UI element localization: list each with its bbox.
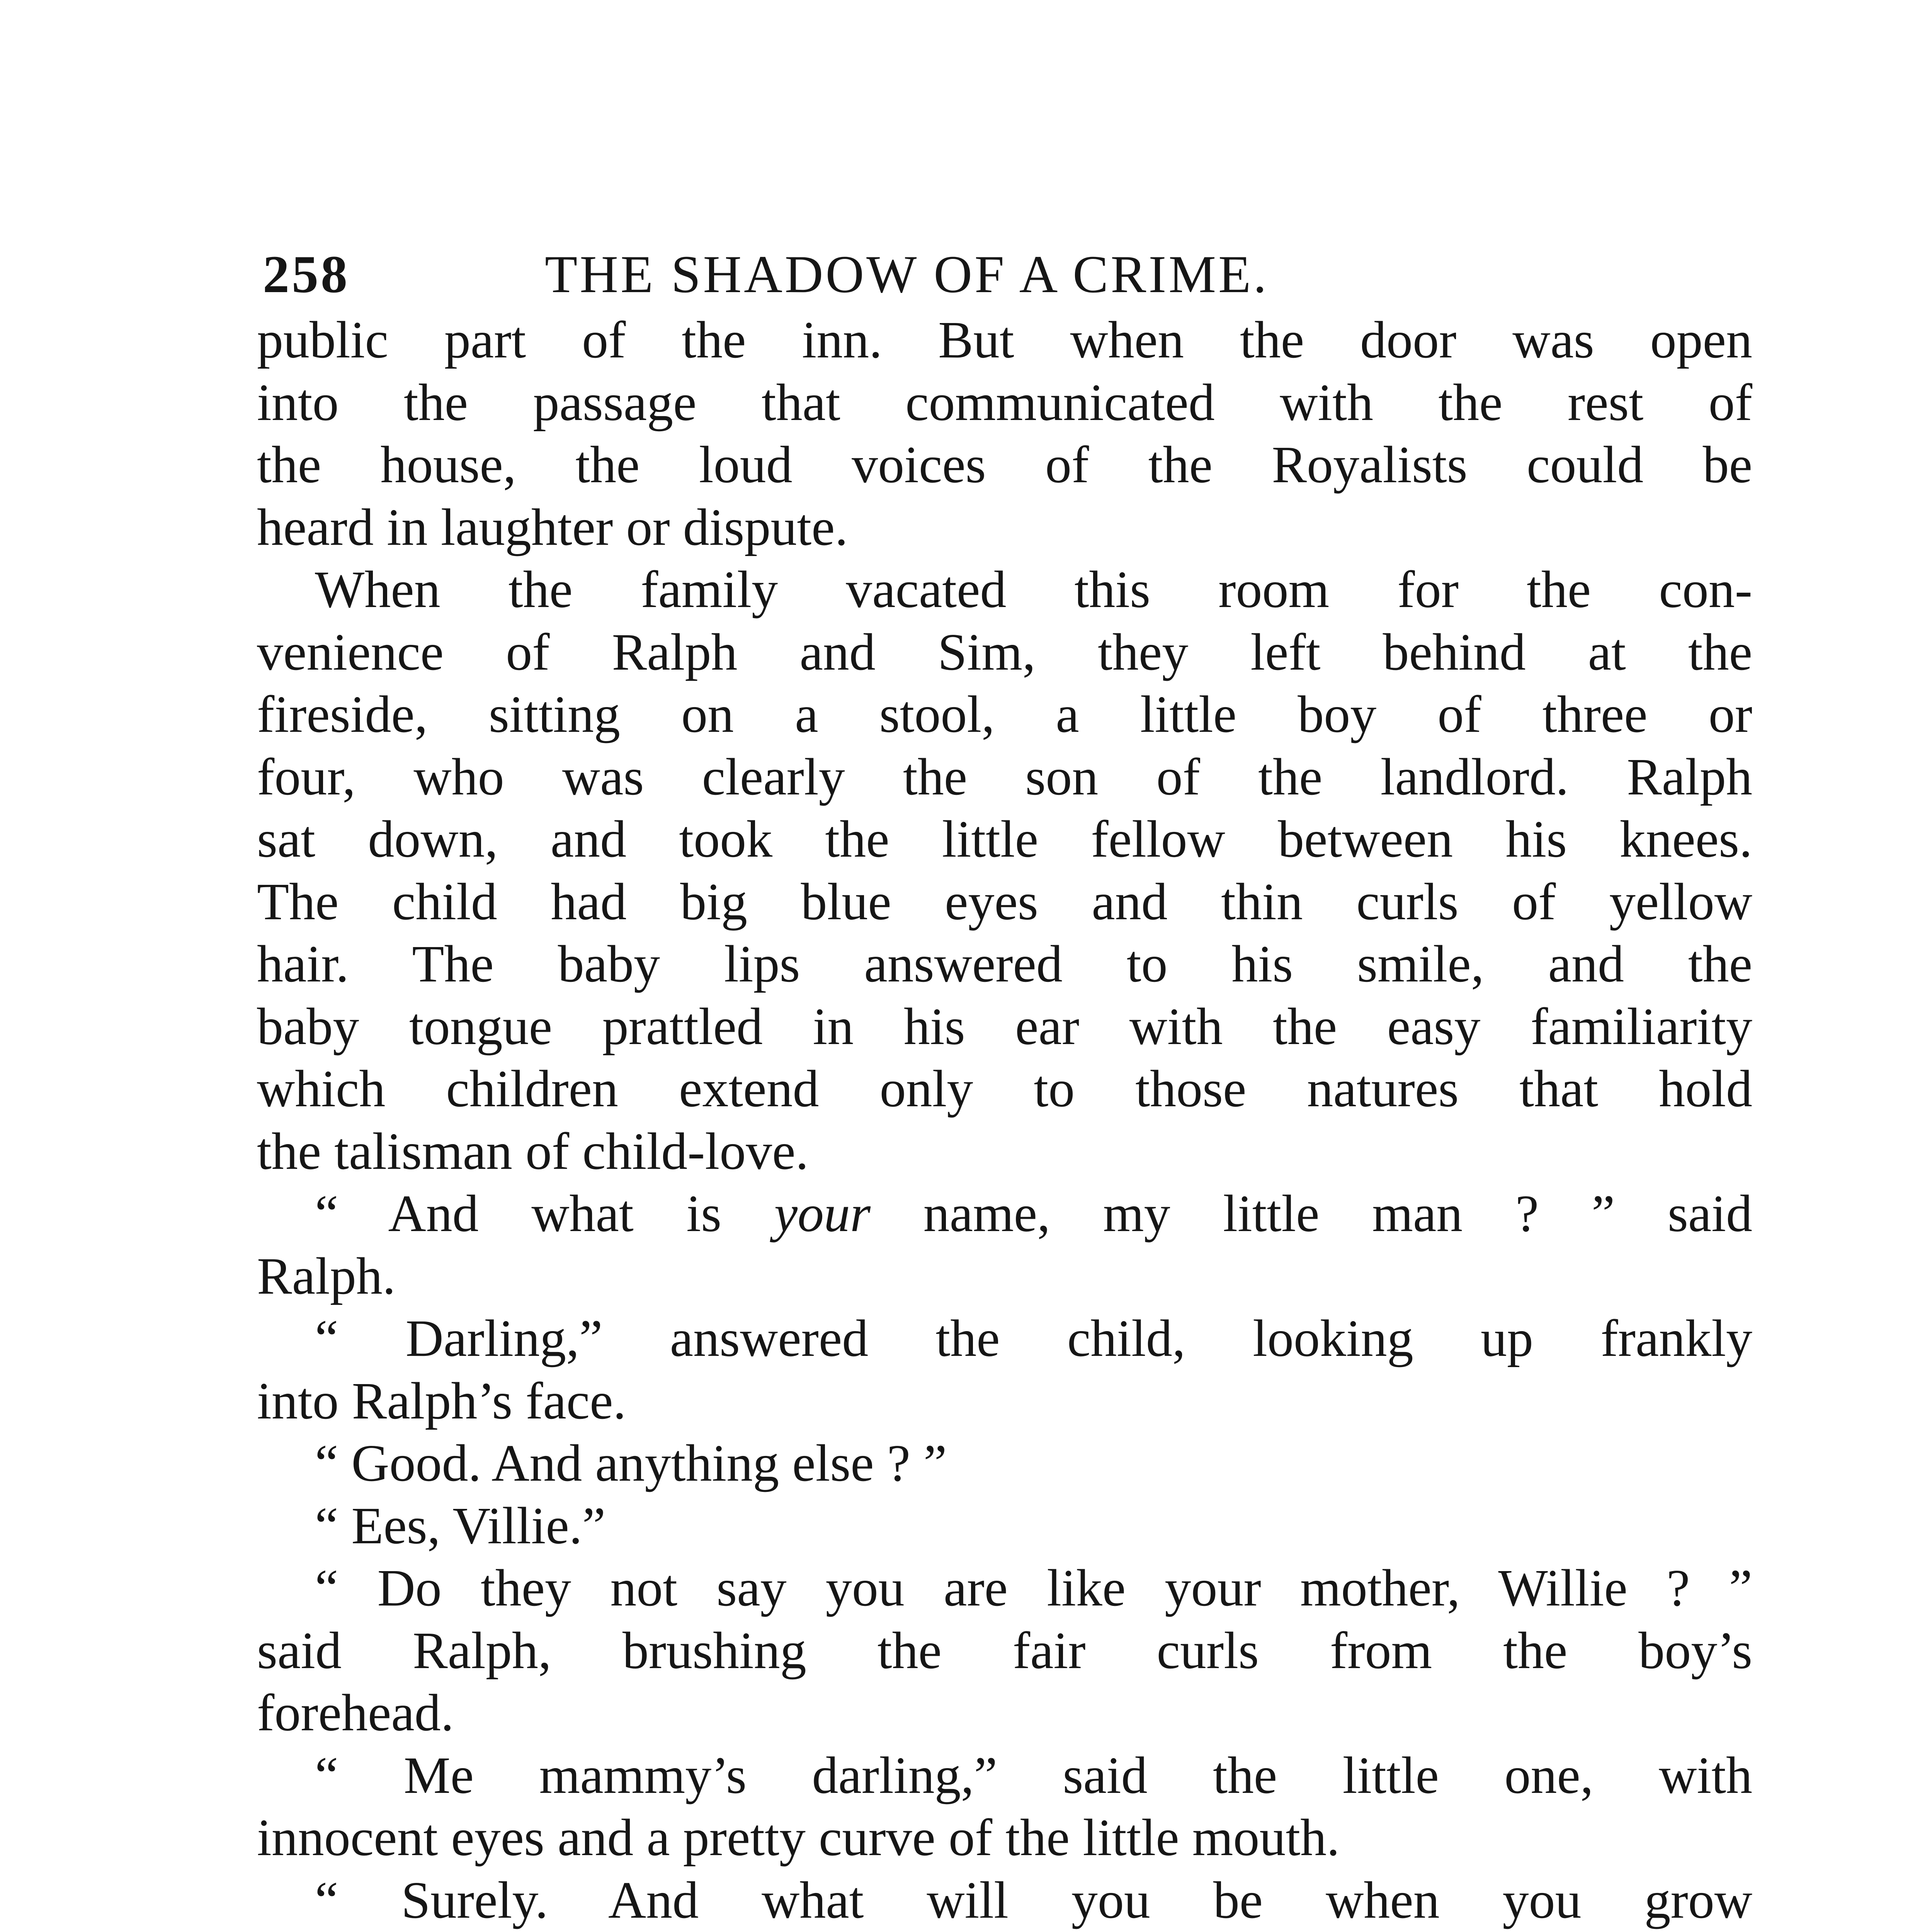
text-line: the house, the loud voices of the Royalists could be — [257, 436, 1752, 494]
text-line: “ Me mammy’s darling,” said the little one, with — [315, 1746, 1752, 1804]
text-line: into Ralph’s face. — [257, 1372, 626, 1430]
text-line: Ralph. — [257, 1247, 396, 1305]
text-line: “ Ees, Villie.” — [315, 1497, 606, 1555]
text-line: venience of Ralph and Sim, they left behind at the — [257, 623, 1752, 681]
text-line: When the family vacated this room for the con- — [315, 561, 1752, 619]
text-line: sat down, and took the little fellow between his knees. — [257, 810, 1752, 868]
body-text — [257, 309, 1752, 1932]
text-line: said Ralph, brushing the fair curls from the boy’s — [257, 1621, 1752, 1680]
text-segment: name, my little man ? ” said — [871, 1185, 1752, 1243]
text-line: into the passage that communicated with the rest of — [257, 373, 1752, 432]
text-line: “ Darling,” answered the child, looking up frankly — [315, 1310, 1752, 1367]
text-line: baby tongue prattled in his ear with the easy familiarity — [257, 997, 1752, 1056]
text-line: forehead. — [257, 1684, 454, 1742]
text-segment: “ And what is — [315, 1185, 774, 1243]
text-line: “ Surely. And what will you be when you grow — [315, 1871, 1752, 1929]
text-line: fireside, sitting on a stool, a little boy of three or — [257, 685, 1752, 743]
text-line: heard in laughter or dispute. — [257, 498, 848, 556]
text-line: which children extend only to those natures that hold — [257, 1060, 1752, 1118]
page-number: 258 — [263, 245, 350, 304]
text-line: The child had big blue eyes and thin curls of yellow — [257, 872, 1752, 931]
text-line: the talisman of child-love. — [257, 1122, 809, 1180]
text-line: hair. The baby lips answered to his smile, and the — [257, 935, 1752, 993]
text-line: “ Good. And anything else ? ” — [315, 1434, 947, 1492]
text-line — [257, 1183, 1752, 1245]
text-line: public part of the inn. But when the door was open — [257, 311, 1752, 369]
text-line: four, who was clearly the son of the landlord. Ralph — [257, 748, 1752, 806]
running-head — [247, 236, 1754, 313]
book-title: THE SHADOW OF A CRIME. — [545, 245, 1269, 304]
text-line: “ Do they not say you are like your mother, Willie ? ” — [315, 1559, 1752, 1617]
text-line: innocent eyes and a pretty curve of the little mouth. — [257, 1809, 1340, 1867]
emphasized-word: your — [774, 1185, 871, 1243]
